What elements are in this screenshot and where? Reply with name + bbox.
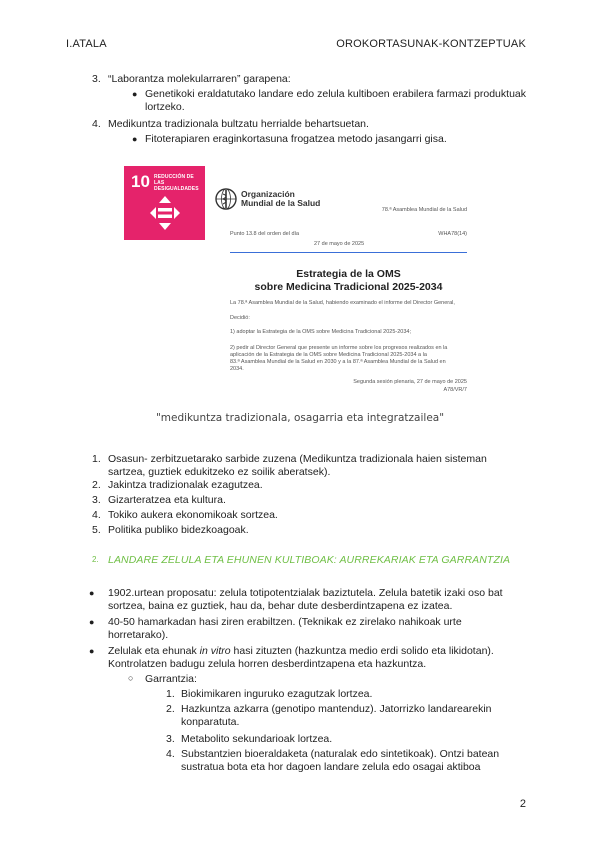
header-left: I.ATALA	[66, 38, 107, 50]
equality-arrows-icon	[150, 196, 180, 230]
figure-caption: "medikuntza tradizionala, osagarria eta integratzailea"	[155, 412, 445, 424]
who-title-line2: sobre Medicina Tradicional 2025-2034	[254, 281, 443, 293]
list-line: Osasun- zerbitzuetarako sarbide zuzena (Medikuntza tradizionala haien sisteman	[108, 453, 487, 465]
who-emblem-icon	[215, 188, 237, 210]
who-org-name	[241, 190, 320, 208]
bullet-icon: ●	[132, 134, 138, 144]
who-point-2-line: 2034.	[230, 366, 244, 372]
list-number: 5.	[92, 524, 101, 536]
bullet-text	[108, 616, 526, 642]
list-number: 1.	[166, 688, 175, 700]
bullet-icon: ●	[89, 617, 95, 627]
list-line: Substantzien bioeraldaketa (naturalak edo sintetikoak). Ontzi batean	[181, 748, 500, 760]
bullet-line	[108, 645, 526, 658]
list-number: 2.	[92, 479, 101, 491]
who-decided: Decidió:	[230, 315, 250, 321]
bullet-line: 1902.urtean proposatu: zelula totipotentzialak baziztutela. Zelula batetik izaki oso bat	[108, 587, 503, 599]
who-point-2-line: 83.ª Asamblea Mundial de la Salud en 2030 y a la 87.ª Asamblea Mundial de la Salud en	[230, 359, 446, 365]
list-number: 4.	[92, 509, 101, 521]
sdg-number: 10	[131, 172, 150, 191]
bullet-text	[108, 587, 526, 613]
who-date: 27 de mayo de 2025	[314, 241, 365, 247]
bullet-text	[108, 645, 526, 671]
list-item-text	[108, 453, 526, 479]
section-number: 2.	[92, 555, 99, 564]
bullet-line: 40-50 hamarkadan hasi ziren erabiltzen. (Teknikak ez zirelako nahikoak urte	[108, 616, 462, 628]
who-title-line1: Estrategia de la OMS	[296, 268, 401, 280]
sdg-title: REDUCCIÓN DE LAS DESIGUALDADES	[154, 174, 199, 192]
section-title: LANDARE ZELULA ETA EHUNEN KULTIBOAK: AURREKARIAK ETA GARRANTZIA	[108, 554, 511, 566]
list-number: 3.	[166, 733, 175, 745]
bullet-line: sortzea, baina ez guztiek, hau da, behar dute desberdintzapena ez izatea.	[108, 600, 453, 612]
who-point-1: 1) adoptar la Estrategia de la OMS sobre Medicina Tradicional 2025-2034;	[230, 329, 411, 335]
who-assembly: 78.ª Asamblea Mundial de la Salud	[381, 207, 467, 213]
list-item-text: Politika publiko bidezkoagoak.	[108, 524, 249, 536]
page-number: 2	[519, 798, 526, 810]
list-item-text: Medikuntza tradizionala bultzatu herrialde behartsuetan.	[108, 118, 369, 130]
list-line: Hazkuntza azkarra (genotipo mantenduz). Jatorrizko landarearekin	[181, 703, 492, 715]
list-item-text: Biokimikaren inguruko ezagutzak lortzea.	[181, 688, 373, 700]
list-number: 3.	[92, 494, 101, 506]
list-line: konparatuta.	[181, 716, 240, 728]
bullet-icon: ●	[89, 588, 95, 598]
list-line: sustratua bota eta hor dagoen landare zelula edo osagai aktiboa	[181, 761, 481, 773]
list-line: sartzea, guztiek edukitzeko ez soilik aberatsek).	[108, 466, 331, 478]
list-number: 3.	[92, 73, 101, 85]
who-point-2-line: aplicación de la Estrategia de la OMS sobre Medicina Tradicional 2025-2034 a la	[230, 352, 427, 358]
who-code: A78/VR/7	[443, 387, 467, 393]
who-org-line2: Mundial de la Salud	[241, 198, 321, 208]
circle-bullet-icon: ○	[128, 673, 134, 683]
who-intro: La 78.ª Asamblea Mundial de la Salud, habiendo examinado el informe del Director General,	[230, 300, 455, 306]
sdg-10-tile	[124, 166, 205, 240]
list-item-text	[181, 703, 526, 729]
bullet-icon: ●	[132, 89, 138, 99]
list-item-text: Gizarteratzea eta kultura.	[108, 494, 226, 506]
who-session: Segunda sesión plenaria, 27 de mayo de 2025	[353, 379, 467, 385]
who-divider	[230, 252, 467, 253]
list-item-text: “Laborantza molekularraren” garapena:	[108, 73, 291, 85]
who-ref: WHA78(14)	[438, 231, 467, 237]
list-subitem: Fitoterapiaren eraginkortasuna frogatzea metodo jasangarri gisa.	[145, 133, 447, 145]
header-right: OROKORTASUNAK-KONTZEPTUAK	[336, 38, 526, 50]
list-subitem: Genetikoki eraldatutako landare edo zelula kultiboen erabilera farmazi produktuak lortzeko.	[145, 88, 526, 113]
sub-bullet-text: Garrantzia:	[145, 673, 197, 685]
who-title	[230, 268, 467, 294]
who-agenda: Punto 13.8 del orden del día	[230, 231, 300, 237]
list-number: 2.	[166, 703, 175, 715]
bullet-line: horretarako).	[108, 629, 169, 641]
list-item-text: Tokiko aukera ekonomikoak sortzea.	[108, 509, 278, 521]
bullet-text-italic: in vitro	[199, 645, 231, 657]
list-item-text: Jakintza tradizionalak ezagutzea.	[108, 479, 263, 491]
list-number: 1.	[92, 453, 101, 465]
who-org-line1: Organización	[241, 189, 295, 199]
list-number: 4.	[166, 748, 175, 760]
who-point-2-line: 2) pedir al Director General que presente un informe sobre los progresos realizados en la	[230, 345, 448, 351]
bullet-text-part: Zelulak eta ehunak	[108, 645, 200, 657]
list-item-text	[181, 748, 526, 774]
bullet-text-part: hasi zituzten (hazkuntza medio erdi solido eta likidotan).	[230, 645, 494, 657]
list-item-text: Metabolito sekundarioak lortzea.	[181, 733, 333, 745]
list-number: 4.	[92, 118, 101, 130]
who-point-2	[230, 345, 470, 373]
bullet-line: Kontrolatzen badugu zelula horren desberdintzapena eta hazkuntza.	[108, 658, 427, 670]
bullet-icon: ●	[89, 646, 95, 656]
